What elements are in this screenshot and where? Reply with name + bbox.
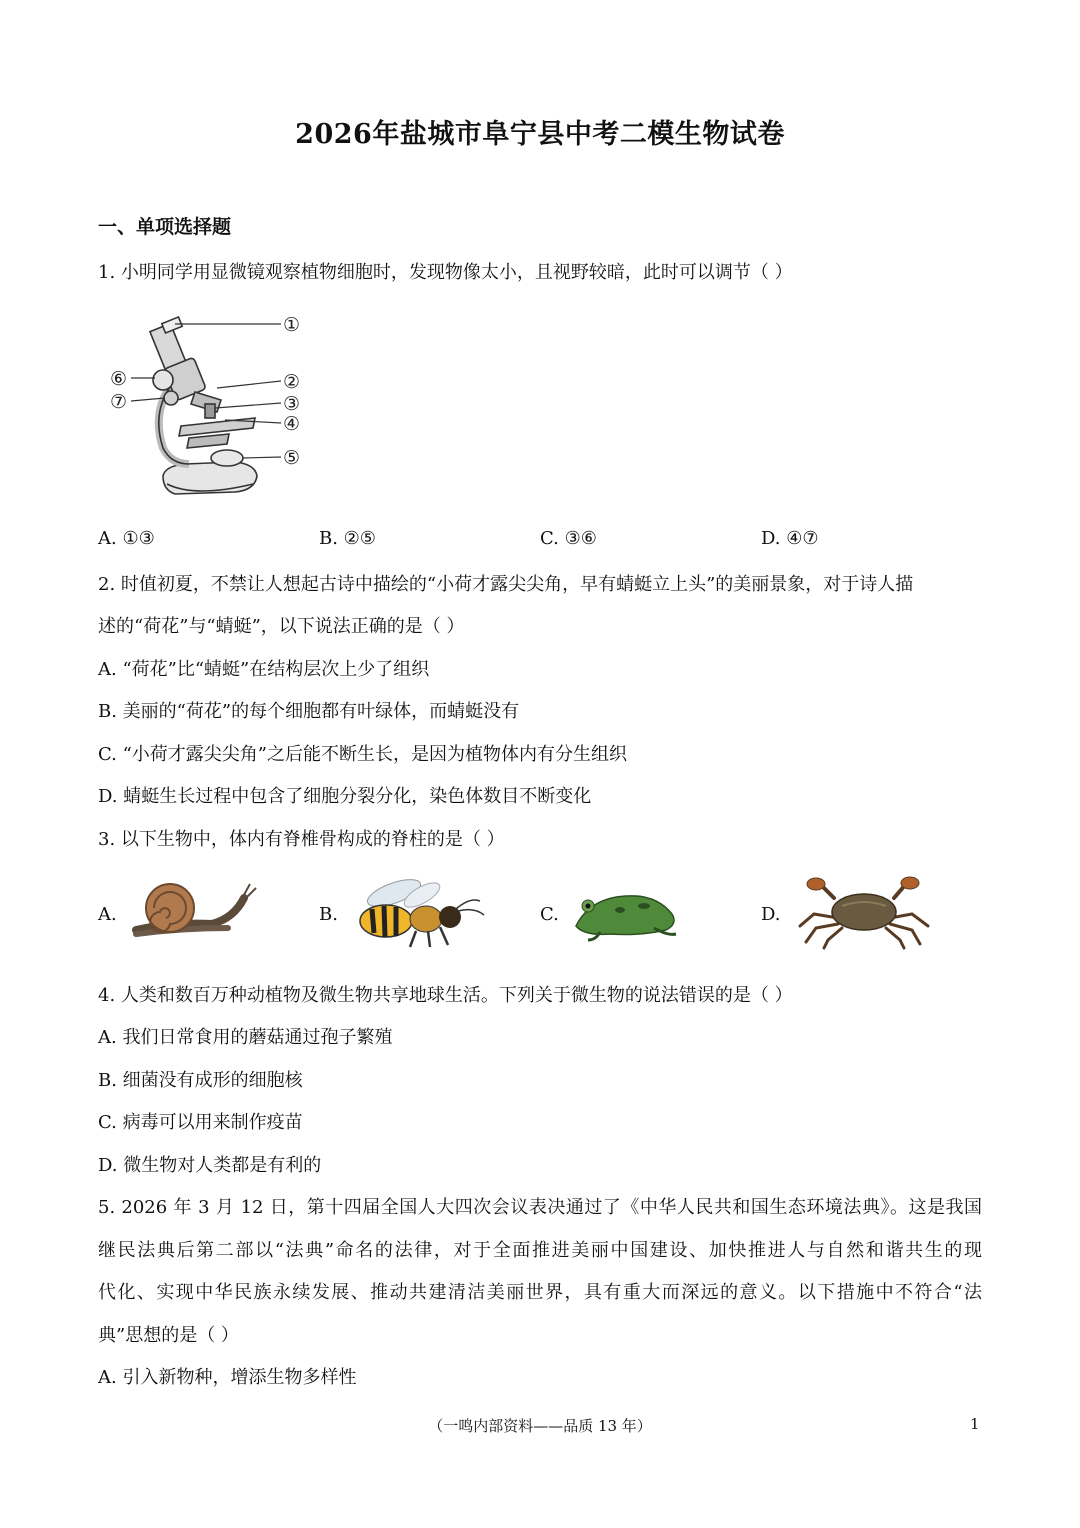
question-2-stem-line1: 2. 时值初夏，不禁让人想起古诗中描绘的“小荷才露尖尖角，早有蜻蜓立上头”的美丽景象，对于诗人描 — [98, 574, 914, 595]
q4-option-a: A. 我们日常食用的蘑菇通过孢子繁殖 — [98, 1027, 393, 1048]
question-2-stem-line2: 述的“荷花”与“蜻蜓”，以下说法正确的是（ ） — [98, 616, 465, 637]
q1-option-a: A. ①③ — [98, 528, 155, 549]
label-6: ⑥ — [110, 368, 128, 390]
bee-image — [352, 875, 492, 951]
question-3-stem: 3. 以下生物中，体内有脊椎骨构成的脊柱的是（ ） — [98, 829, 505, 850]
q1-option-b: B. ②⑤ — [319, 528, 376, 549]
q2-option-a: A. “荷花”比“蜻蜓”在结构层次上少了组织 — [98, 659, 430, 680]
question-5-line3: 代化、实现中华民族永续发展、推动共建清洁美丽世界，具有重大而深远的意义。以下措施中不符合“法 — [98, 1282, 982, 1303]
label-3: ③ — [283, 393, 301, 415]
label-7: ⑦ — [110, 391, 128, 413]
label-2: ② — [283, 371, 301, 393]
question-5-line1: 5. 2026 年 3 月 12 日，第十四届全国人大四次会议表决通过了《中华人民共和国生态环境法典》。这是我国 — [98, 1197, 982, 1218]
q1-option-c: C. ③⑥ — [540, 528, 597, 549]
q1-option-d: D. ④⑦ — [761, 528, 819, 549]
frog-image — [570, 884, 680, 942]
q4-option-d: D. 微生物对人类都是有利的 — [98, 1155, 322, 1176]
microscope-figure — [105, 308, 310, 508]
section-heading: 一、单项选择题 — [98, 216, 232, 238]
q5-option-a: A. 引入新物种，增添生物多样性 — [98, 1367, 357, 1388]
question-1-stem: 1. 小明同学用显微镜观察植物细胞时，发现物像太小，且视野较暗，此时可以调节（ ） — [98, 262, 793, 283]
q2-option-b: B. 美丽的“荷花”的每个细胞都有叶绿体，而蜻蜓没有 — [98, 701, 520, 722]
question-4-stem: 4. 人类和数百万种动植物及微生物共享地球生活。下列关于微生物的说法错误的是（ ） — [98, 985, 793, 1006]
q3-option-c: C. — [540, 904, 559, 925]
question-5-line4: 典”思想的是（ ） — [98, 1325, 239, 1346]
q2-option-d: D. 蜻蜓生长过程中包含了细胞分裂分化，染色体数目不断变化 — [98, 786, 592, 807]
crab-image — [794, 874, 934, 950]
q4-option-c: C. 病毒可以用来制作疫苗 — [98, 1112, 303, 1133]
q2-option-c: C. “小荷才露尖尖角”之后能不断生长，是因为植物体内有分生组织 — [98, 744, 627, 765]
page-footer: （一鸣内部资料——品质 13 年） — [428, 1417, 652, 1435]
label-5: ⑤ — [283, 447, 301, 469]
q3-option-a: A. — [98, 904, 117, 925]
page-number: 1 — [970, 1415, 980, 1433]
q3-option-b: B. — [319, 904, 338, 925]
q4-option-b: B. 细菌没有成形的细胞核 — [98, 1070, 303, 1091]
question-5-line2: 继民法典后第二部以“法典”命名的法律，对于全面推进美丽中国建设、加快推进人与自然和谐共生的现 — [98, 1240, 982, 1261]
q3-option-d: D. — [761, 904, 781, 925]
label-1: ① — [283, 314, 301, 336]
snail-image — [132, 878, 258, 940]
page-title: 2026年盐城市阜宁县中考二模生物试卷 — [295, 119, 785, 150]
label-4: ④ — [283, 413, 301, 435]
